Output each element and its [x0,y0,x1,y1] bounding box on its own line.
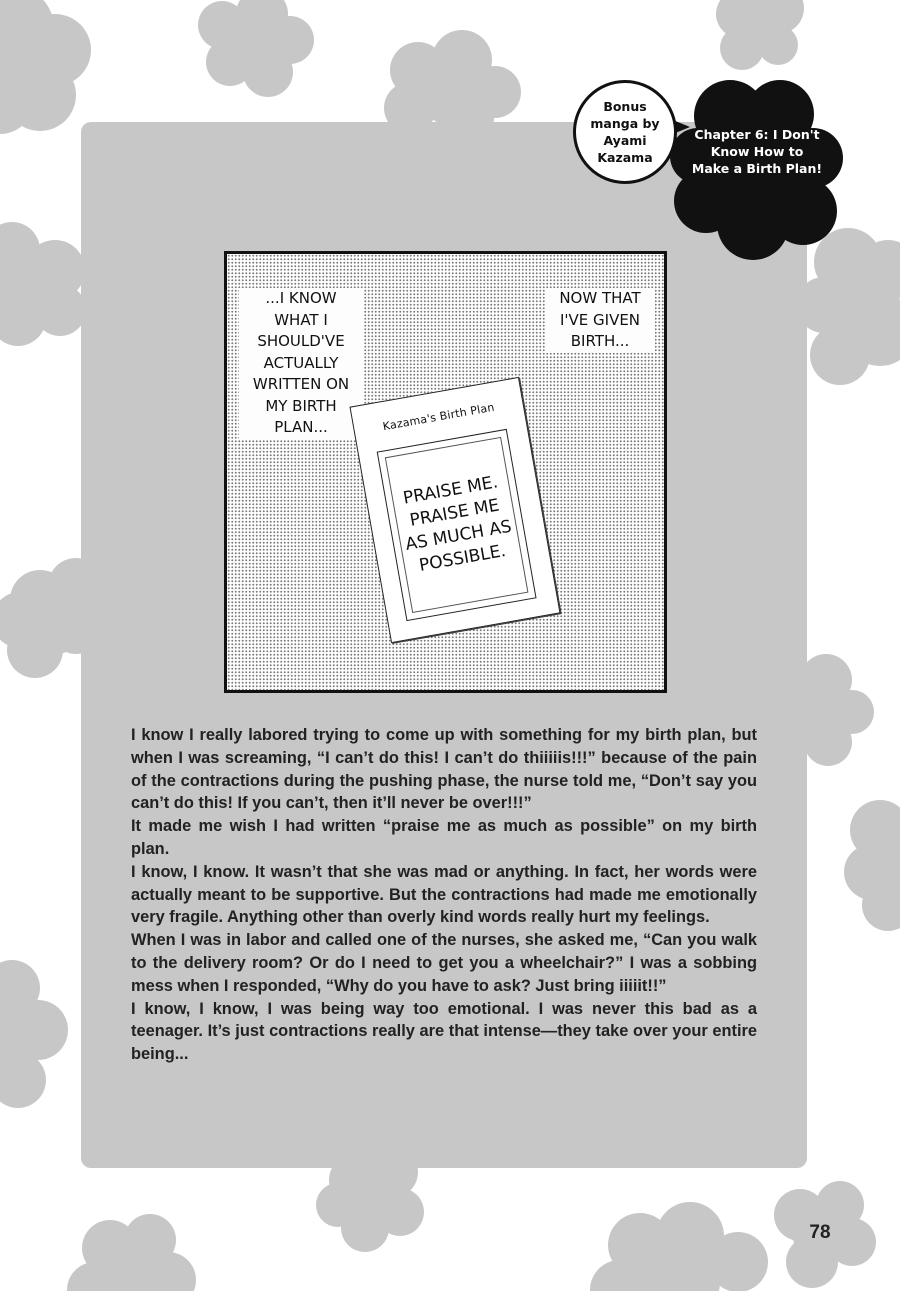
article-paragraph: I know, I know. It wasn’t that she was mad or anything. In fact, her words were actually meant to be supportive. But the contractions had made me emotionally very fragile. Anything other than overly kind words really hurt my feelings. [131,862,757,927]
cloud-shape [590,1202,768,1291]
chapter-title: Chapter 6: I Don't Know How to Make a Birth Plan! [691,127,823,176]
birth-plan-title: Kazama's Birth Plan [381,400,496,434]
birth-plan-paper [349,377,560,643]
article-paragraph: I know I really labored trying to come up with something for my birth plan, but when I was screaming, “I can’t do this! I can’t do thiiiiis!!!” because of the pain of the contractions during the pushing phase, the nurse told me, “Don’t say you can’t do this! If you can’t, then it’ll never be over!!!” [131,726,757,813]
cloud-shape [0,222,86,346]
cloud-shape [198,0,314,97]
birth-plan-text: PRAISE ME. PRAISE ME AS MUCH AS POSSIBLE. [401,472,514,576]
narration-box-left: ...I KNOW WHAT I SHOULD'VE ACTUALLY WRITTEN ON MY BIRTH PLAN... [239,288,363,439]
article-text [131,724,757,1066]
bonus-manga-bubble [573,80,677,184]
cloud-shape [67,1214,196,1291]
birth-plan-box [377,429,537,621]
page-number: 78 [809,1222,831,1243]
narration-box-right: NOW THAT I'VE GIVEN BIRTH... [545,288,655,353]
cloud-shape [716,0,804,70]
article-paragraph: I know, I know, I was being way too emotional. I was never this bad as a teenager. It’s just contractions really are that intense—they take over your entire being... [131,999,757,1064]
article-paragraph: When I was in labor and called one of the nurses, she asked me, “Can you walk to the delivery room? Or do I need to get you a wheelchair?” I was a sobbing mess when I responded, “Why do you have to ask? Just bring iiiiit!!” [131,931,757,995]
comic-panel [224,251,667,693]
article-paragraph: It made me wish I had written “praise me as much as possible” on my birth plan. [131,817,757,858]
birth-plan-box-inner [385,437,529,613]
cloud-shape [0,960,68,1108]
cloud-shape [844,800,900,931]
cloud-shape [0,0,91,134]
bonus-manga-label: Bonus manga by Ayami Kazama [590,99,660,165]
